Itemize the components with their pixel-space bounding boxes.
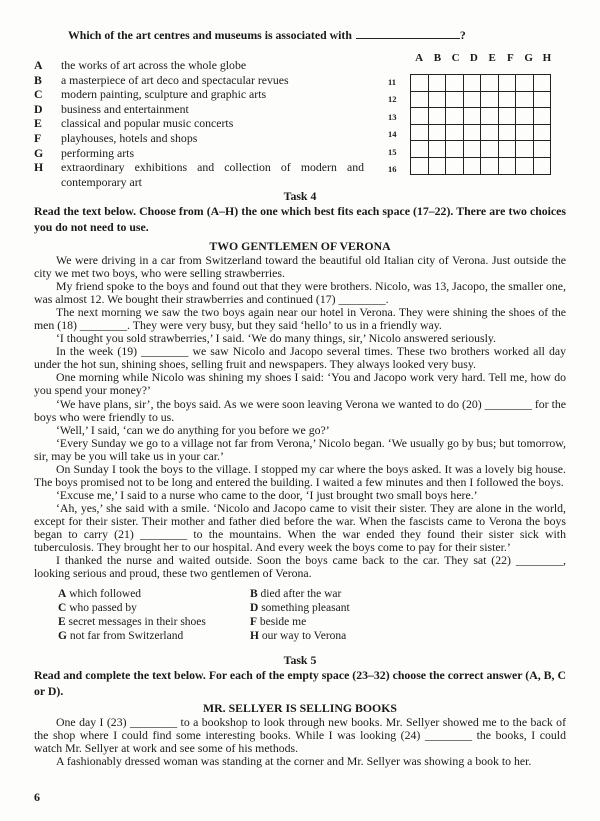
grid-row bbox=[411, 75, 551, 92]
grid-cell[interactable] bbox=[533, 141, 551, 158]
choice-letter: G bbox=[58, 630, 67, 643]
question-end: ? bbox=[459, 28, 466, 42]
task5-story-title: MR. SELLYER IS SELLING BOOKS bbox=[203, 701, 397, 716]
grid-cell[interactable] bbox=[533, 75, 551, 92]
grid-cell[interactable] bbox=[446, 141, 464, 158]
grid-cell[interactable] bbox=[463, 157, 481, 174]
option-letter: D bbox=[34, 101, 43, 116]
grid-cell[interactable] bbox=[411, 141, 429, 158]
grid-column-label: D bbox=[469, 52, 478, 64]
option-text: modern painting, sculpture and graphic arts bbox=[61, 87, 267, 102]
option-letter: C bbox=[34, 87, 43, 102]
grid-cell[interactable] bbox=[533, 124, 551, 141]
choice-letter: A bbox=[58, 588, 67, 601]
options-list bbox=[34, 58, 364, 189]
grid-cell[interactable] bbox=[516, 141, 534, 158]
grid-cell[interactable] bbox=[498, 124, 516, 141]
option-item bbox=[34, 58, 364, 73]
grid-cell[interactable] bbox=[428, 75, 446, 92]
option-text: classical and popular music concerts bbox=[61, 116, 234, 131]
story-paragraph: We were driving in a car from Switzerland toward the beautiful old Italian city of Verona. Just outside the city we met two boys, who were selling strawberries. bbox=[34, 253, 566, 281]
choice-item bbox=[250, 629, 450, 643]
grid-cell[interactable] bbox=[498, 141, 516, 158]
grid-cell[interactable] bbox=[428, 108, 446, 125]
task4-instruction: Read the text below. Choose from (A–H) the one which best fits each space (17–22). There are two choices you do not need to use. bbox=[34, 204, 566, 234]
option-item bbox=[34, 131, 364, 146]
page-number: 6 bbox=[34, 790, 40, 805]
grid-cell[interactable] bbox=[463, 75, 481, 92]
task4-title: Task 4 bbox=[283, 189, 317, 203]
story-paragraph: The next morning we saw the two boys again near our hotel in Verona. They were shining the shoes of the men (18) ________. They were very busy, but they said ‘hello’ to us in a friendly way. bbox=[34, 305, 566, 333]
story-paragraph: ‘Every Sunday we go to a village not far from Verona,’ Nicolo began. ‘We usually go by bus; but tomorrow, sir, may be you will take us in your car.’ bbox=[34, 435, 566, 463]
choice-letter: E bbox=[58, 616, 66, 629]
option-item bbox=[34, 73, 364, 88]
grid-column-headers bbox=[410, 52, 556, 64]
choice-item bbox=[58, 587, 250, 601]
grid-row bbox=[411, 157, 551, 174]
choice-letter: F bbox=[250, 616, 258, 629]
grid-cell[interactable] bbox=[428, 157, 446, 174]
story-paragraph: One day I (23) ________ to a bookshop to look through new books. Mr. Sellyer showed me to the back of the shop where I could find some interesting books. While I was looking (24) ________ the books, I could watch Mr. Sellyer at work and see some of his methods. bbox=[34, 715, 566, 756]
story-paragraph: I thanked the nurse and waited outside. Soon the boys came back to the car. They sat (22) ________, looking serious and proud, these two gentlemen of Verona. bbox=[34, 553, 566, 581]
option-text: playhouses, hotels and shops bbox=[61, 130, 198, 145]
grid-row-label: 13 bbox=[388, 111, 397, 122]
grid-row-numbers bbox=[388, 74, 397, 178]
grid-column-label: B bbox=[433, 52, 442, 64]
choice-text: beside me bbox=[259, 616, 307, 629]
task4-story bbox=[34, 254, 566, 580]
story-paragraph: On Sunday I took the boys to the village. I stopped my car where the boys asked. It was a lovely big house. The boys promised not to be long and entered the building. I waited a few minutes and then I followed the boys. bbox=[34, 461, 566, 489]
grid-cell[interactable] bbox=[411, 75, 429, 92]
grid-row bbox=[411, 124, 551, 141]
choice-item bbox=[58, 601, 250, 615]
task4-story-title: TWO GENTLEMEN OF VERONA bbox=[209, 239, 391, 253]
choice-letter: H bbox=[250, 630, 259, 643]
grid-row bbox=[411, 91, 551, 108]
story-paragraph: ‘I thought you sold strawberries,’ I said. ‘We do many things, sir,’ Nicolo answered seriously. bbox=[56, 331, 496, 346]
choice-item bbox=[250, 601, 450, 615]
grid-row-label: 11 bbox=[388, 77, 397, 87]
story-paragraph: In the week (19) ________ we saw Nicolo and Jacopo several times. These two brothers worked all day under the hot sun, shining shoes, selling fruit and newspapers. They always looked very busy. bbox=[34, 344, 566, 372]
task5-story bbox=[34, 716, 566, 768]
grid-cell[interactable] bbox=[463, 141, 481, 158]
option-letter: H bbox=[34, 160, 44, 175]
grid-row-label: 16 bbox=[388, 163, 397, 174]
choice-text: our way to Verona bbox=[261, 630, 347, 643]
grid-cell[interactable] bbox=[481, 157, 499, 174]
choice-letter: C bbox=[58, 602, 67, 615]
choice-letter: B bbox=[250, 588, 258, 601]
story-paragraph: One morning while Nicolo was shining my shoes I said: ‘You and Jacopo work very hard. Tell me, how do you spend your money?’ bbox=[34, 370, 566, 398]
grid-column-label: H bbox=[542, 52, 552, 64]
story-paragraph: ‘Well,’ I said, ‘can we do anything for you before we go?’ bbox=[56, 422, 330, 437]
option-item bbox=[34, 87, 364, 102]
option-item bbox=[34, 160, 364, 189]
option-letter: A bbox=[34, 58, 43, 72]
question-prompt bbox=[68, 28, 466, 43]
grid-cell[interactable] bbox=[481, 124, 499, 141]
grid-cell[interactable] bbox=[498, 75, 516, 92]
grid-column-label: E bbox=[488, 52, 496, 64]
grid-cell[interactable] bbox=[428, 91, 446, 108]
option-item bbox=[34, 102, 364, 117]
grid-row bbox=[411, 108, 551, 125]
tasks-flow bbox=[34, 189, 566, 805]
grid-cell[interactable] bbox=[498, 108, 516, 125]
option-text: the works of art across the whole globe bbox=[61, 58, 247, 72]
question-text: Which of the art centres and museums is associated with bbox=[68, 28, 352, 42]
option-letter: F bbox=[34, 130, 42, 145]
grid-cell[interactable] bbox=[481, 141, 499, 158]
grid-row-label: 12 bbox=[388, 94, 397, 105]
grid-cell[interactable] bbox=[411, 108, 429, 125]
option-text: performing arts bbox=[61, 145, 135, 160]
grid-cell[interactable] bbox=[533, 157, 551, 174]
choice-item bbox=[250, 615, 450, 629]
grid-cell[interactable] bbox=[533, 108, 551, 125]
grid-cell[interactable] bbox=[446, 91, 464, 108]
grid-cell[interactable] bbox=[481, 75, 499, 92]
choice-item bbox=[250, 587, 450, 601]
grid-cell[interactable] bbox=[516, 124, 534, 141]
choice-text: which followed bbox=[69, 588, 142, 601]
story-paragraph: ‘Ah, yes,’ she said with a smile. ‘Nicolo and Jacopo came to visit their sister. They are alone in the world, except for their sister. Their mother and father died before the war. When the fascists came to Verona the boys began to carry (21) ________ to the mountains. When the war ended they found their sister sick with tuberculosis. They brought her to our hospital. And every week the boys come to pay for their sister.’ bbox=[34, 500, 566, 555]
choice-text: died after the war bbox=[260, 588, 342, 601]
option-text: business and entertainment bbox=[61, 101, 189, 116]
grid-column-label: F bbox=[507, 52, 514, 64]
answer-grid bbox=[410, 74, 551, 175]
grid-cell[interactable] bbox=[446, 108, 464, 125]
option-item bbox=[34, 116, 364, 131]
choice-text: not far from Switzerland bbox=[69, 630, 184, 643]
story-paragraph: ‘Excuse me,’ I said to a nurse who came to the door, ‘I just brought two small boys here.’ bbox=[56, 487, 478, 502]
grid-cell[interactable] bbox=[516, 75, 534, 92]
task5-instruction: Read and complete the text below. For each of the empty space (23–32) choose the correct answer (A, B, C or D). bbox=[34, 668, 566, 698]
grid-cell[interactable] bbox=[481, 91, 499, 108]
option-letter: E bbox=[34, 116, 42, 131]
choice-item bbox=[58, 615, 250, 629]
choice-text: who passed by bbox=[69, 602, 137, 615]
grid-cell[interactable] bbox=[411, 157, 429, 174]
answer-blank bbox=[356, 28, 460, 39]
grid-cell[interactable] bbox=[516, 108, 534, 125]
grid-column-label: G bbox=[524, 52, 533, 64]
option-item bbox=[34, 146, 364, 161]
grid-row-label: 15 bbox=[388, 146, 397, 157]
grid-cell[interactable] bbox=[446, 124, 464, 141]
grid-column-label: A bbox=[415, 52, 424, 64]
grid-cell[interactable] bbox=[428, 124, 446, 141]
choice-text: secret messages in their shoes bbox=[68, 616, 206, 629]
choice-letter: D bbox=[250, 602, 259, 615]
option-text: a masterpiece of art deco and spectacular revues bbox=[61, 72, 289, 87]
task4-choices bbox=[58, 587, 458, 643]
option-letter: B bbox=[34, 72, 42, 87]
grid-cell[interactable] bbox=[411, 91, 429, 108]
grid-cell[interactable] bbox=[428, 141, 446, 158]
option-letter: G bbox=[34, 145, 44, 160]
grid-cell[interactable] bbox=[446, 157, 464, 174]
task5-title: Task 5 bbox=[283, 653, 317, 668]
grid-cell[interactable] bbox=[533, 91, 551, 108]
grid-cell[interactable] bbox=[463, 91, 481, 108]
grid-cell[interactable] bbox=[516, 91, 534, 108]
choice-item bbox=[58, 629, 250, 643]
grid-cell[interactable] bbox=[498, 157, 516, 174]
grid-cell[interactable] bbox=[516, 157, 534, 174]
grid-cell[interactable] bbox=[463, 124, 481, 141]
story-paragraph: My friend spoke to the boys and found out that they were brothers. Nicolo, was 13, Jacopo, the smaller one, was almost 12. We bought their strawberries and continued (17) ________. bbox=[34, 279, 566, 307]
choice-text: something pleasant bbox=[261, 602, 350, 615]
grid-cell[interactable] bbox=[498, 91, 516, 108]
grid-cell[interactable] bbox=[411, 124, 429, 141]
story-paragraph: A fashionably dressed woman was standing at the corner and Mr. Sellyer was showing a book to her. bbox=[56, 754, 532, 769]
grid-column-label: C bbox=[451, 52, 460, 64]
grid-row bbox=[411, 141, 551, 158]
option-text: extraordinary exhibitions and collection of modern and contemporary art bbox=[61, 160, 364, 189]
grid-cell[interactable] bbox=[463, 108, 481, 125]
grid-cell[interactable] bbox=[481, 108, 499, 125]
story-paragraph: ‘We have plans, sir’, the boys said. As we were soon leaving Verona we wanted to do (20) ________ for the boys who were friendly to us. bbox=[34, 396, 566, 424]
grid-cell[interactable] bbox=[446, 75, 464, 92]
grid-row-label: 14 bbox=[388, 129, 397, 140]
